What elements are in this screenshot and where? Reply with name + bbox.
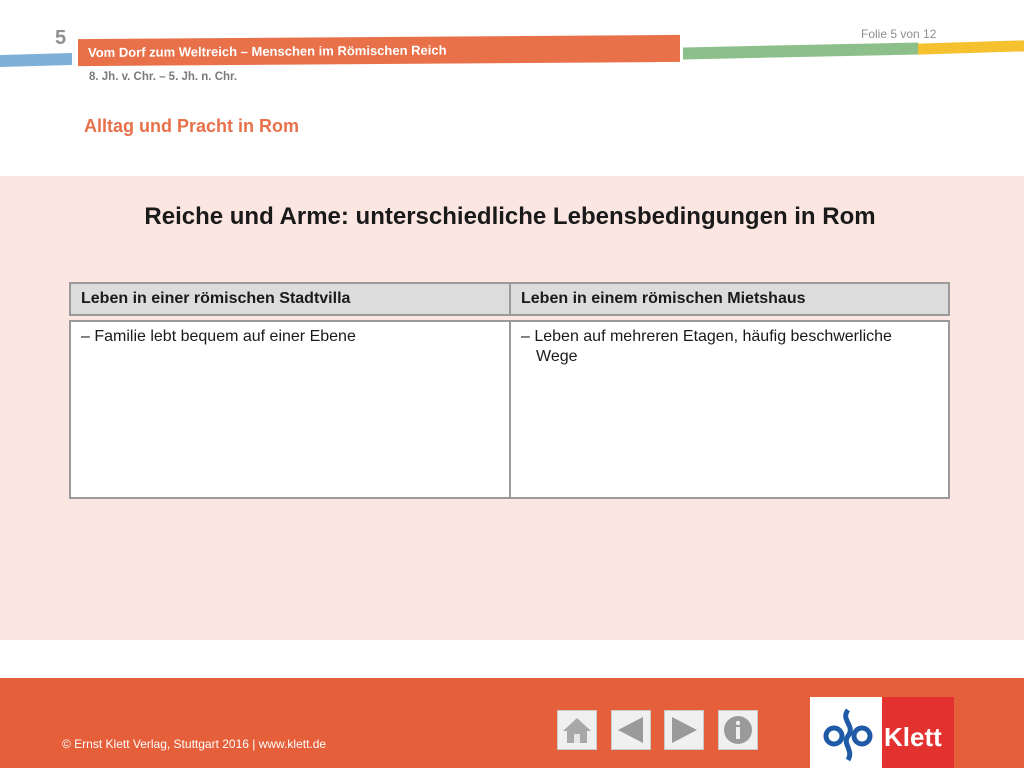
home-button[interactable] — [557, 710, 597, 750]
series-title: Vom Dorf zum Weltreich – Menschen im Römischen Reich — [88, 42, 447, 61]
table-cell-mietshaus[interactable] — [509, 320, 950, 499]
home-icon — [558, 711, 596, 749]
info-icon — [719, 711, 757, 749]
table-cell-villa[interactable] — [69, 320, 511, 499]
page-title: Reiche und Arme: unterschiedliche Lebensbedingungen in Rom — [144, 203, 876, 230]
previous-arrow-icon — [612, 711, 650, 749]
copyright-text: © Ernst Klett Verlag, Stuttgart 2016 | www.klett.de — [62, 737, 327, 751]
previous-slide-button[interactable] — [611, 710, 651, 750]
info-button[interactable] — [718, 710, 758, 750]
table-cell-text-continuation: Wege — [536, 348, 578, 365]
table-header-mietshaus: Leben in einem römischen Mietshaus — [509, 282, 950, 316]
slide-counter: Folie 5 von 12 — [861, 27, 937, 41]
decor-stripe-green — [683, 43, 918, 60]
chapter-number: 5 — [55, 27, 67, 49]
decor-stripe-yellow — [918, 40, 1024, 54]
period-label: 8. Jh. v. Chr. – 5. Jh. n. Chr. — [89, 71, 238, 83]
klett-logo-text: Klett — [884, 722, 942, 752]
table-cell-text: – Familie lebt bequem auf einer Ebene — [81, 328, 356, 345]
section-title: Alltag und Pracht in Rom — [84, 116, 300, 136]
table-cell-text: – Leben auf mehreren Etagen, häufig beschwerliche — [521, 328, 892, 345]
next-arrow-icon — [665, 711, 703, 749]
series-title-bar — [78, 35, 680, 66]
klett-clover-icon — [818, 702, 878, 764]
table-header-villa: Leben in einer römischen Stadtvilla — [69, 282, 511, 316]
next-slide-button[interactable] — [664, 710, 704, 750]
decor-stripe-blue — [0, 53, 72, 67]
